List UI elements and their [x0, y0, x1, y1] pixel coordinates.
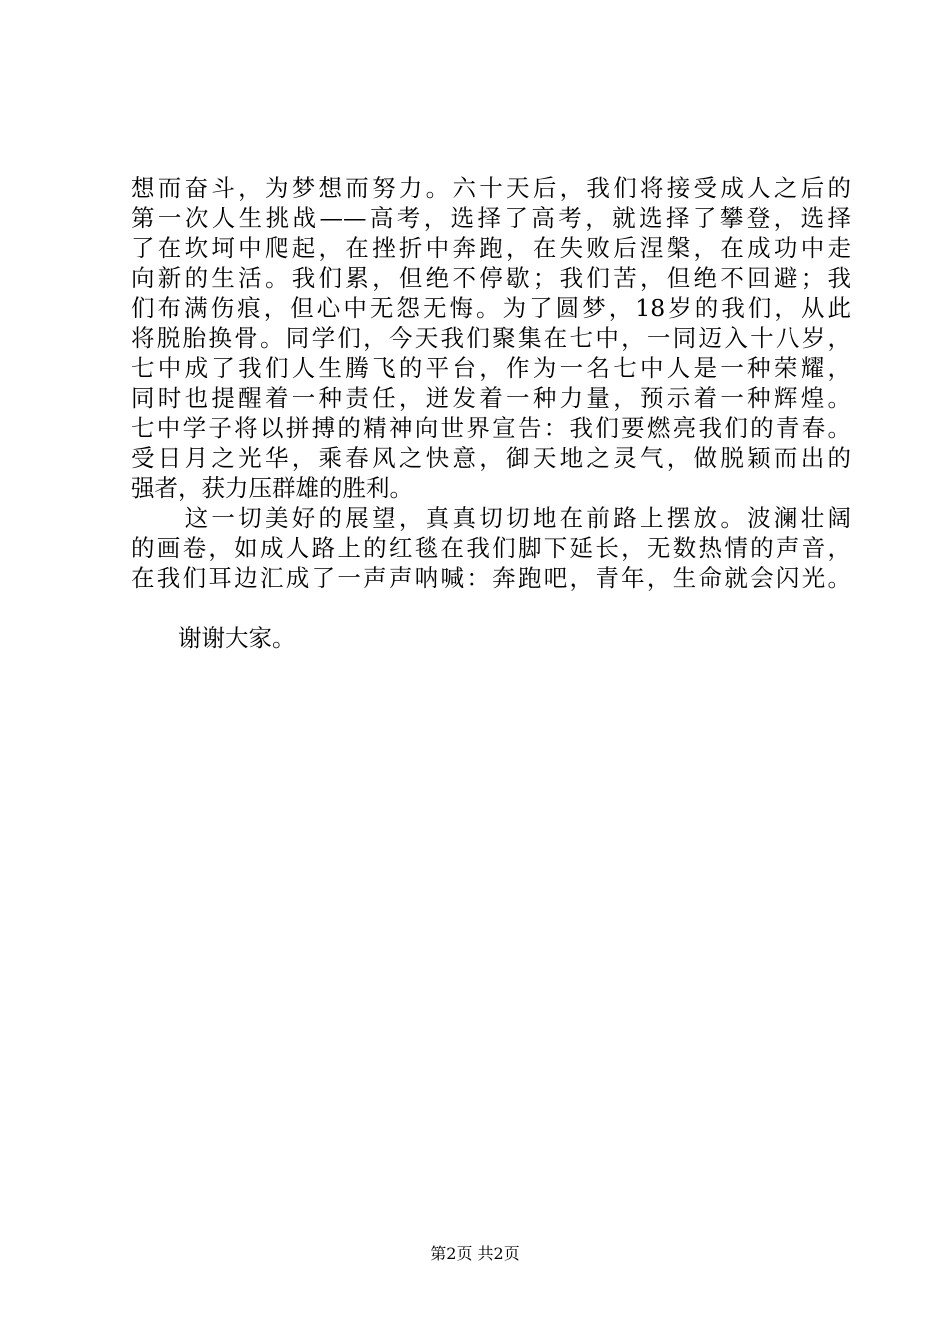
- text-line: 们布满伤痕，但心中无怨无悔。为了圆梦，18岁的我们，从此: [131, 294, 851, 322]
- paragraph-spacer: [131, 593, 851, 623]
- text-line: 将脱胎换骨。同学们，今天我们聚集在七中，一同迈入十八岁，: [131, 324, 851, 352]
- text-line: 受日月之光华，乘春风之快意，御天地之灵气，做脱颖而出的: [131, 444, 851, 472]
- paragraph-2: [131, 503, 851, 593]
- paragraph-1: [131, 173, 851, 503]
- text-line: 同时也提醒着一种责任，迸发着一种力量，预示着一种辉煌。: [131, 384, 851, 412]
- text-line: 强者，获力压群雄的胜利。: [131, 474, 413, 502]
- text-line: 这一切美好的展望，真真切切地在前路上摆放。波澜壮阔: [131, 504, 851, 532]
- document-body: [131, 173, 851, 653]
- text-line: 了在坎坷中爬起，在挫折中奔跑，在失败后涅槃，在成功中走: [131, 234, 851, 262]
- text-line: 向新的生活。我们累，但绝不停歇；我们苦，但绝不回避；我: [131, 264, 851, 292]
- text-line: 的画卷，如成人路上的红毯在我们脚下延长，无数热情的声音，: [131, 534, 851, 562]
- text-line: 七中成了我们人生腾飞的平台，作为一名七中人是一种荣耀，: [131, 354, 851, 382]
- page-footer: 第2页 共2页: [430, 1244, 520, 1263]
- text-line: 第一次人生挑战——高考，选择了高考，就选择了攀登，选择: [131, 204, 851, 232]
- text-line: 七中学子将以拼搏的精神向世界宣告：我们要燃亮我们的青春。: [131, 414, 851, 442]
- text-line: 在我们耳边汇成了一声声呐喊：奔跑吧，青年，生命就会闪光。: [131, 564, 851, 592]
- text-line: 想而奋斗，为梦想而努力。六十天后，我们将接受成人之后的: [131, 174, 851, 202]
- closing-line: 谢谢大家。: [131, 624, 296, 652]
